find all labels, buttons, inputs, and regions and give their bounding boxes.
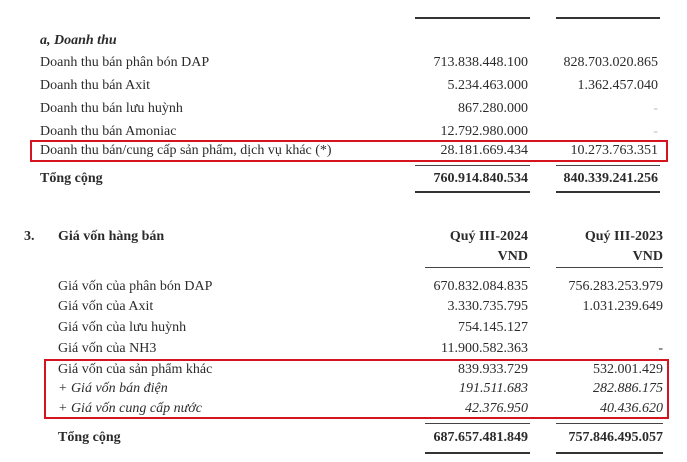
unit-vnd-2024: VND bbox=[497, 249, 528, 264]
revenue-row-label: Doanh thu bán Amoniac bbox=[40, 124, 177, 139]
cogs-row-value-2023: 756.283.253.979 bbox=[568, 279, 663, 294]
cogs-subrow-value-2024: 42.376.950 bbox=[465, 401, 528, 416]
cogs-total-double-rule-col2 bbox=[556, 452, 663, 454]
revenue-total-2023: 840.339.241.256 bbox=[563, 171, 658, 186]
total-double-rule-col1 bbox=[415, 191, 530, 193]
cogs-row-value-2024: 670.832.084.835 bbox=[433, 279, 528, 294]
revenue-total-2024: 760.914.840.534 bbox=[433, 171, 528, 186]
revenue-row-value-2024: 5.234.463.000 bbox=[447, 78, 528, 93]
top-rule-col2 bbox=[556, 17, 660, 19]
section-a-title: a, Doanh thu bbox=[40, 33, 117, 48]
cogs-total-double-rule-col1 bbox=[425, 452, 530, 454]
revenue-total-label: Tổng cộng bbox=[40, 171, 103, 186]
cogs-row-label: Giá vốn của sản phẩm khác bbox=[58, 362, 213, 377]
section-3-number: 3. bbox=[24, 229, 35, 244]
cogs-row-value-2024: 3.330.735.795 bbox=[447, 299, 528, 314]
revenue-row-value-2024: 867.280.000 bbox=[458, 101, 528, 116]
total-double-rule-col2 bbox=[556, 191, 660, 193]
revenue-row-label: Doanh thu bán Axit bbox=[40, 78, 151, 93]
cogs-total-2023: 757.846.495.057 bbox=[568, 430, 663, 445]
header-rule-col2 bbox=[556, 267, 663, 268]
revenue-row-label: Doanh thu bán phân bón DAP bbox=[40, 55, 210, 70]
revenue-row-value-2023: - bbox=[653, 124, 658, 139]
cogs-subtotal-rule-col1 bbox=[425, 423, 530, 424]
revenue-row-value-2023: 828.703.020.865 bbox=[563, 55, 658, 70]
cogs-row-value-2024: 11.900.582.363 bbox=[441, 341, 528, 356]
cogs-subrow-value-2023: 282.886.175 bbox=[593, 381, 663, 396]
header-rule-col1 bbox=[425, 267, 530, 268]
revenue-row-label: Doanh thu bán lưu huỳnh bbox=[40, 101, 183, 116]
revenue-row-value-2023: 10.273.763.351 bbox=[570, 143, 658, 158]
cogs-row-value-2024: 754.145.127 bbox=[458, 320, 528, 335]
subtotal-rule-col2 bbox=[556, 165, 660, 166]
revenue-row-value-2024: 713.838.448.100 bbox=[433, 55, 528, 70]
revenue-row-value-2024: 12.792.980.000 bbox=[440, 124, 528, 139]
cogs-row-value-2023: 532.001.429 bbox=[593, 362, 663, 377]
cogs-row-label: Giá vốn của lưu huỳnh bbox=[58, 320, 187, 335]
column-header-q3-2024: Quý III-2024 bbox=[449, 229, 528, 244]
cogs-total-label: Tổng cộng bbox=[58, 430, 121, 445]
section-3-title: Giá vốn hàng bán bbox=[58, 229, 165, 244]
cogs-subtotal-rule-col2 bbox=[556, 423, 663, 424]
revenue-row-value-2023: - bbox=[653, 101, 658, 116]
cogs-row-label: Giá vốn của phân bón DAP bbox=[58, 279, 213, 294]
cogs-subrow-value-2024: 191.511.683 bbox=[459, 381, 528, 396]
revenue-row-value-2024: 28.181.669.434 bbox=[440, 143, 528, 158]
revenue-row-value-2023: 1.362.457.040 bbox=[577, 78, 658, 93]
unit-vnd-2023: VND bbox=[632, 249, 663, 264]
cogs-row-value-2023: - bbox=[658, 341, 663, 356]
subtotal-rule-col1 bbox=[415, 165, 530, 166]
top-rule-col1 bbox=[415, 17, 530, 19]
cogs-row-label: Giá vốn của NH3 bbox=[58, 341, 157, 356]
cogs-subrow-label: + Giá vốn bán điện bbox=[58, 381, 168, 396]
cogs-total-2024: 687.657.481.849 bbox=[433, 430, 528, 445]
cogs-row-label: Giá vốn của Axit bbox=[58, 299, 154, 314]
cogs-row-value-2024: 839.933.729 bbox=[458, 362, 528, 377]
column-header-q3-2023: Quý III-2023 bbox=[584, 229, 663, 244]
cogs-subrow-value-2023: 40.436.620 bbox=[600, 401, 663, 416]
cogs-row-value-2023: 1.031.239.649 bbox=[582, 299, 663, 314]
cogs-subrow-label: + Giá vốn cung cấp nước bbox=[58, 401, 202, 416]
revenue-row-label: Doanh thu bán/cung cấp sản phẩm, dịch vụ khác (*) bbox=[40, 143, 332, 158]
